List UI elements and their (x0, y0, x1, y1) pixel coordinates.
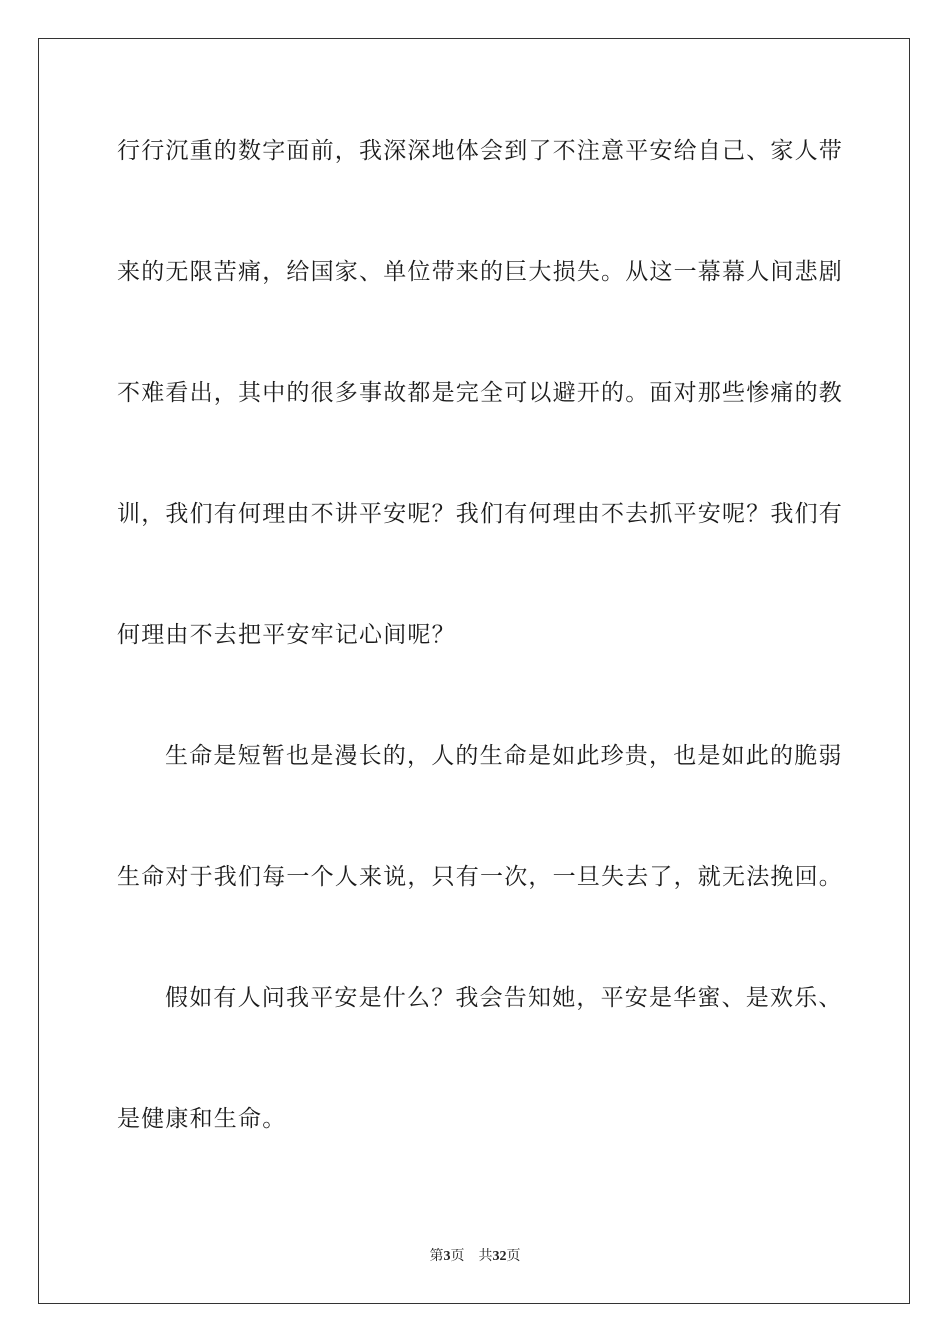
page-prefix: 第 (429, 1248, 444, 1264)
total-pages: 32 (492, 1249, 507, 1264)
page-number: 3 (443, 1249, 451, 1264)
text-line: 生命对于我们每一个人来说，只有一次，一旦失去了，就无法挽回。 (117, 864, 843, 890)
text-line: 何理由不去把平安牢记心间呢？ (117, 622, 456, 648)
text-line: 来的无限苦痛，给国家、单位带来的巨大损失。从这一幕幕人间悲剧 (117, 259, 843, 285)
text-line: 是健康和生命。 (117, 1106, 287, 1132)
total-prefix: 共 (478, 1248, 493, 1264)
text-line: 行行沉重的数字面前，我深深地体会到了不注意平安给自己、家人带 (117, 138, 843, 164)
document-body (117, 128, 843, 1217)
page-suffix: 页 (450, 1248, 465, 1264)
text-line: 生命是短暂也是漫长的，人的生命是如此珍贵，也是如此的脆弱 (165, 743, 843, 769)
text-line: 假如有人问我平安是什么？我会告知她，平安是华蜜、是欢乐、 (165, 985, 843, 1011)
text-line: 不难看出，其中的很多事故都是完全可以避开的。面对那些惨痛的教 (117, 380, 843, 406)
total-suffix: 页 (506, 1248, 521, 1264)
page-footer (0, 1245, 950, 1265)
text-line: 训，我们有何理由不讲平安呢？我们有何理由不去抓平安呢？我们有 (117, 501, 843, 527)
